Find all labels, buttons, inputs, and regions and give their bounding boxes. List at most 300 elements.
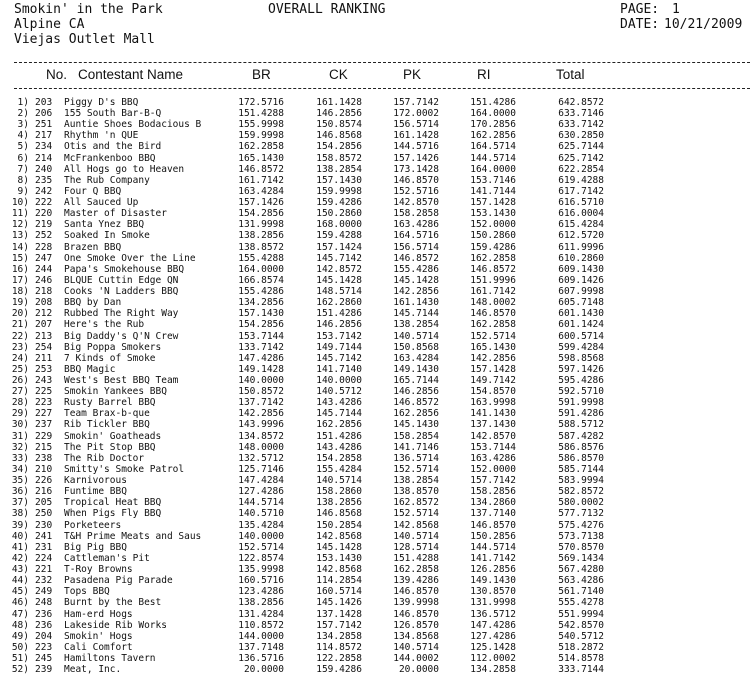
br-score-cell: 131.9998	[238, 219, 284, 231]
rank-cell: 41)	[11, 541, 29, 553]
entry-no-cell: 208	[35, 297, 53, 309]
ck-score-cell: 145.1428	[316, 274, 362, 286]
entry-no-cell: 244	[35, 263, 53, 275]
pk-score-cell: 149.1430	[393, 363, 439, 375]
pk-score-cell: 146.8570	[393, 608, 439, 620]
br-score-cell: 147.4284	[238, 475, 284, 487]
contestant-cell: All Sauced Up	[64, 197, 139, 209]
entry-no-cell: 236	[35, 619, 53, 631]
pk-score-cell: 144.5716	[393, 141, 439, 153]
rank-cell: 16)	[11, 263, 29, 275]
ck-score-cell: 140.5712	[316, 386, 362, 398]
total-score-cell: 518.2872	[558, 641, 604, 653]
br-score-cell: 136.5716	[238, 653, 284, 664]
ck-score-cell: 138.2854	[316, 163, 362, 175]
ck-score-cell: 114.2854	[316, 575, 362, 587]
pk-score-cell: 158.2858	[393, 208, 439, 220]
ri-score-cell: 154.8570	[470, 386, 516, 398]
ck-score-cell: 159.4286	[316, 664, 362, 676]
total-score-cell: 555.4278	[558, 597, 604, 609]
rank-cell: 3)	[17, 119, 29, 131]
total-score-cell: 583.9994	[558, 475, 604, 487]
br-score-cell: 150.8572	[238, 386, 284, 398]
ck-score-cell: 157.1430	[316, 174, 362, 186]
ck-score-cell: 143.4286	[316, 397, 362, 409]
ck-score-cell: 143.4286	[316, 441, 362, 453]
contestant-cell: Smitty's Smoke Patrol	[64, 463, 185, 475]
total-score-cell: 630.2850	[558, 130, 604, 142]
contestant-cell: McFrankenboo BBQ	[64, 152, 156, 164]
ri-score-cell: 149.1430	[470, 575, 516, 587]
total-score-cell: 609.1426	[558, 274, 604, 286]
rank-cell: 20)	[11, 308, 29, 320]
total-score-cell: 625.7144	[558, 141, 604, 153]
contestant-cell: Pasadena Pig Parade	[64, 575, 173, 587]
table-row	[0, 286, 750, 297]
ri-score-cell: 142.8570	[470, 430, 516, 442]
ri-score-cell: 141.7144	[470, 185, 516, 197]
pk-score-cell: 158.2854	[393, 430, 439, 442]
contestant-cell: The Rub Company	[64, 174, 150, 186]
ck-score-cell: 145.7142	[316, 352, 362, 364]
contestant-cell: One Smoke Over the Line	[64, 252, 196, 264]
ri-score-cell: 144.5714	[470, 541, 516, 553]
total-score-cell: 570.8570	[558, 541, 604, 553]
ck-score-cell: 141.7140	[316, 363, 362, 375]
contestant-cell: T&H Prime Meats and Saus	[64, 530, 202, 542]
rank-cell: 42)	[11, 552, 29, 564]
pk-score-cell: 141.7146	[393, 441, 439, 453]
table-row	[0, 620, 750, 631]
ck-score-cell: 146.8568	[316, 508, 362, 520]
rank-cell: 50)	[11, 641, 29, 653]
br-score-cell: 131.4284	[238, 608, 284, 620]
entry-no-cell: 221	[35, 564, 53, 576]
header-separator-bottom	[14, 88, 750, 89]
ck-score-cell: 157.1424	[316, 241, 362, 253]
pk-score-cell: 162.2856	[393, 408, 439, 420]
table-row	[0, 542, 750, 553]
contestant-cell: Rhythm 'n QUE	[64, 130, 139, 142]
ck-score-cell: 122.2858	[316, 653, 362, 664]
ck-score-cell: 150.8574	[316, 119, 362, 131]
entry-no-cell: 243	[35, 375, 53, 386]
rank-cell: 34)	[11, 463, 29, 475]
rank-cell: 21)	[11, 319, 29, 331]
entry-no-cell: 218	[35, 286, 53, 298]
ck-score-cell: 142.8568	[316, 530, 362, 542]
contestant-cell: All Hogs go to Heaven	[64, 163, 185, 175]
rank-cell: 8)	[17, 174, 29, 186]
entry-no-cell: 254	[35, 341, 53, 353]
pk-score-cell: 165.7144	[393, 375, 439, 386]
br-score-cell: 155.9998	[238, 119, 284, 131]
table-row	[0, 531, 750, 542]
ri-score-cell: 126.2856	[470, 564, 516, 576]
table-row	[0, 275, 750, 286]
table-row	[0, 153, 750, 164]
entry-no-cell: 247	[35, 252, 53, 264]
contestant-cell: Lakeside Rib Works	[64, 619, 167, 631]
br-score-cell: 133.7142	[238, 341, 284, 353]
pk-score-cell: 128.5714	[393, 541, 439, 553]
total-score-cell: 591.9998	[558, 397, 604, 409]
pk-score-cell: 164.5716	[393, 230, 439, 242]
ri-score-cell: 152.0000	[470, 219, 516, 231]
rank-cell: 7)	[17, 163, 29, 175]
contestant-cell: Smokin' Hogs	[64, 630, 133, 642]
pk-score-cell: 146.2856	[393, 386, 439, 398]
rank-cell: 25)	[11, 363, 29, 375]
table-row	[0, 319, 750, 330]
ri-score-cell: 148.0002	[470, 297, 516, 309]
rank-cell: 26)	[11, 375, 29, 386]
br-score-cell: 172.5716	[238, 97, 284, 108]
entry-no-cell: 228	[35, 241, 53, 253]
rank-cell: 18)	[11, 286, 29, 298]
contestant-cell: T-Roy Browns	[64, 564, 133, 576]
table-row	[0, 331, 750, 342]
rank-cell: 29)	[11, 408, 29, 420]
br-score-cell: 134.8572	[238, 430, 284, 442]
rank-cell: 38)	[11, 508, 29, 520]
contestant-cell: BBQ Magic	[64, 363, 116, 375]
column-header-pk: PK	[403, 67, 422, 82]
contestant-cell: Karnivorous	[64, 475, 127, 487]
ck-score-cell: 145.7142	[316, 252, 362, 264]
pk-score-cell: 140.5714	[393, 330, 439, 342]
entry-no-cell: 207	[35, 319, 53, 331]
pk-score-cell: 156.5714	[393, 119, 439, 131]
total-score-cell: 615.4284	[558, 219, 604, 231]
rank-cell: 1)	[17, 97, 29, 108]
pk-score-cell: 142.8570	[393, 197, 439, 209]
column-header-contestant: Contestant Name	[78, 67, 184, 82]
ri-score-cell: 150.2856	[470, 530, 516, 542]
entry-no-cell: 206	[35, 108, 53, 120]
ck-score-cell: 114.8572	[316, 641, 362, 653]
table-row	[0, 141, 750, 152]
br-score-cell: 137.7142	[238, 397, 284, 409]
table-row	[0, 164, 750, 175]
rank-cell: 32)	[11, 441, 29, 453]
contestant-cell: Rubbed The Right Way	[64, 308, 179, 320]
pk-score-cell: 140.5714	[393, 530, 439, 542]
ck-score-cell: 162.2856	[316, 419, 362, 431]
table-row	[0, 197, 750, 208]
contestant-cell: Big Pig BBQ	[64, 541, 127, 553]
ri-score-cell: 152.5714	[470, 330, 516, 342]
rank-cell: 36)	[11, 486, 29, 498]
total-score-cell: 575.4276	[558, 519, 604, 531]
entry-no-cell: 253	[35, 363, 53, 375]
total-score-cell: 600.5714	[558, 330, 604, 342]
ri-score-cell: 163.9998	[470, 397, 516, 409]
entry-no-cell: 227	[35, 408, 53, 420]
contestant-cell: Hamiltons Tavern	[64, 653, 156, 664]
rank-cell: 43)	[11, 564, 29, 576]
table-row	[0, 475, 750, 486]
ri-score-cell: 151.9996	[470, 274, 516, 286]
ck-score-cell: 153.7142	[316, 330, 362, 342]
total-score-cell: 622.2854	[558, 163, 604, 175]
rank-cell: 13)	[11, 230, 29, 242]
total-score-cell: 542.8570	[558, 619, 604, 631]
pk-score-cell: 152.5714	[393, 508, 439, 520]
total-score-cell: 540.5712	[558, 630, 604, 642]
column-header-ri: RI	[477, 67, 491, 82]
entry-no-cell: 222	[35, 197, 53, 209]
ri-score-cell: 162.2858	[470, 319, 516, 331]
contestant-cell: BLQUE Cuttin Edge QN	[64, 274, 179, 286]
table-row	[0, 108, 750, 119]
entry-no-cell: 229	[35, 430, 53, 442]
entry-no-cell: 252	[35, 230, 53, 242]
rank-cell: 4)	[17, 130, 29, 142]
rank-cell: 27)	[11, 386, 29, 398]
pk-score-cell: 146.8572	[393, 397, 439, 409]
ck-score-cell: 151.4286	[316, 430, 362, 442]
br-score-cell: 138.2856	[238, 597, 284, 609]
date-label: DATE:	[620, 17, 660, 32]
pk-score-cell: 146.8572	[393, 252, 439, 264]
contestant-cell: Here's the Rub	[64, 319, 145, 331]
table-row	[0, 364, 750, 375]
rank-cell: 10)	[11, 197, 29, 209]
entry-no-cell: 230	[35, 519, 53, 531]
br-score-cell: 157.1430	[238, 308, 284, 320]
table-row	[0, 575, 750, 586]
column-header-no: No.	[46, 67, 68, 82]
event-name: Smokin' in the Park	[14, 2, 163, 17]
ck-score-cell: 157.7142	[316, 619, 362, 631]
entry-no-cell: 220	[35, 208, 53, 220]
table-row	[0, 308, 750, 319]
total-score-cell: 612.5720	[558, 230, 604, 242]
entry-no-cell: 249	[35, 586, 53, 598]
entry-no-cell: 216	[35, 486, 53, 498]
rank-cell: 31)	[11, 430, 29, 442]
br-score-cell: 155.4286	[238, 286, 284, 298]
ri-score-cell: 149.7142	[470, 375, 516, 386]
pk-score-cell: 152.5714	[393, 463, 439, 475]
entry-no-cell: 238	[35, 452, 53, 464]
br-score-cell: 127.4286	[238, 486, 284, 498]
event-city: Alpine CA	[14, 17, 85, 32]
entry-no-cell: 212	[35, 308, 53, 320]
br-score-cell: 162.2858	[238, 141, 284, 153]
contestant-cell: BBQ by Dan	[64, 297, 122, 309]
ck-score-cell: 138.2856	[316, 497, 362, 509]
br-score-cell: 110.8572	[238, 619, 284, 631]
ri-score-cell: 165.1430	[470, 341, 516, 353]
pk-score-cell: 136.5714	[393, 452, 439, 464]
pk-score-cell: 145.7144	[393, 308, 439, 320]
ri-score-cell: 164.0000	[470, 108, 516, 120]
contestant-cell: West's Best BBQ Team	[64, 375, 179, 386]
br-score-cell: 164.0000	[238, 263, 284, 275]
contestant-cell: Cooks 'N Ladders BBQ	[64, 286, 179, 298]
entry-no-cell: 248	[35, 597, 53, 609]
ri-score-cell: 157.1428	[470, 363, 516, 375]
ck-score-cell: 159.4286	[316, 197, 362, 209]
total-score-cell: 601.1430	[558, 308, 604, 320]
ri-score-cell: 153.7146	[470, 174, 516, 186]
event-venue: Viejas Outlet Mall	[14, 32, 155, 47]
table-row	[0, 520, 750, 531]
total-score-cell: 619.4288	[558, 174, 604, 186]
entry-no-cell: 210	[35, 463, 53, 475]
table-row	[0, 242, 750, 253]
pk-score-cell: 142.8568	[393, 519, 439, 531]
ri-score-cell: 153.7144	[470, 441, 516, 453]
total-score-cell: 567.4280	[558, 564, 604, 576]
table-row	[0, 119, 750, 130]
ck-score-cell: 155.4284	[316, 463, 362, 475]
report-date: 10/21/2009	[664, 17, 743, 32]
br-score-cell: 152.5714	[238, 541, 284, 553]
table-row	[0, 664, 750, 675]
entry-no-cell: 205	[35, 497, 53, 509]
br-score-cell: 123.4286	[238, 586, 284, 598]
entry-no-cell: 235	[35, 174, 53, 186]
ri-score-cell: 136.5712	[470, 608, 516, 620]
entry-no-cell: 246	[35, 274, 53, 286]
total-score-cell: 598.8568	[558, 352, 604, 364]
entry-no-cell: 234	[35, 141, 53, 153]
total-score-cell: 563.4286	[558, 575, 604, 587]
ck-score-cell: 137.1428	[316, 608, 362, 620]
contestant-cell: Smokin' Goatheads	[64, 430, 162, 442]
ri-score-cell: 157.7142	[470, 475, 516, 487]
header-separator-top	[14, 62, 750, 63]
contestant-cell: Funtime BBQ	[64, 486, 127, 498]
br-score-cell: 160.5716	[238, 575, 284, 587]
ri-score-cell: 150.2860	[470, 230, 516, 242]
total-score-cell: 611.9996	[558, 241, 604, 253]
br-score-cell: 144.5714	[238, 497, 284, 509]
ck-score-cell: 146.2856	[316, 319, 362, 331]
rank-cell: 45)	[11, 586, 29, 598]
pk-score-cell: 162.8572	[393, 497, 439, 509]
entry-no-cell: 251	[35, 119, 53, 131]
rank-cell: 23)	[11, 341, 29, 353]
ri-score-cell: 151.4286	[470, 97, 516, 108]
entry-no-cell: 241	[35, 530, 53, 542]
pk-score-cell: 173.1428	[393, 163, 439, 175]
rank-cell: 19)	[11, 297, 29, 309]
total-score-cell: 595.4286	[558, 375, 604, 386]
rank-cell: 30)	[11, 419, 29, 431]
br-score-cell: 140.0000	[238, 375, 284, 386]
ck-score-cell: 149.7144	[316, 341, 362, 353]
contestant-cell: 155 South Bar-B-Q	[64, 108, 162, 120]
pk-score-cell: 161.1430	[393, 297, 439, 309]
ri-score-cell: 131.9998	[470, 597, 516, 609]
table-row	[0, 464, 750, 475]
entry-no-cell: 219	[35, 219, 53, 231]
total-score-cell: 617.7142	[558, 185, 604, 197]
contestant-cell: Big Poppa Smokers	[64, 341, 162, 353]
rank-cell: 22)	[11, 330, 29, 342]
pk-score-cell: 163.4284	[393, 352, 439, 364]
table-row	[0, 130, 750, 141]
table-row	[0, 442, 750, 453]
ri-score-cell: 134.2858	[470, 664, 516, 676]
rank-cell: 52)	[11, 664, 29, 676]
table-row	[0, 342, 750, 353]
entry-no-cell: 245	[35, 653, 53, 664]
page-number: 1	[672, 2, 680, 17]
table-row	[0, 230, 750, 241]
rank-cell: 15)	[11, 252, 29, 264]
table-row	[0, 353, 750, 364]
ri-score-cell: 125.1428	[470, 641, 516, 653]
ri-score-cell: 141.1430	[470, 408, 516, 420]
br-score-cell: 149.1428	[238, 363, 284, 375]
entry-no-cell: 226	[35, 475, 53, 487]
rank-cell: 49)	[11, 630, 29, 642]
entry-no-cell: 239	[35, 664, 53, 676]
table-row	[0, 497, 750, 508]
contestant-cell: Rib Tickler BBQ	[64, 419, 150, 431]
rank-cell: 37)	[11, 497, 29, 509]
total-score-cell: 514.8578	[558, 653, 604, 664]
ri-score-cell: 146.8570	[470, 519, 516, 531]
total-score-cell: 585.7144	[558, 463, 604, 475]
contestant-cell: When Pigs Fly BBQ	[64, 508, 162, 520]
entry-no-cell: 217	[35, 130, 53, 142]
ck-score-cell: 161.1428	[316, 97, 362, 108]
table-row	[0, 586, 750, 597]
entry-no-cell: 211	[35, 352, 53, 364]
entry-no-cell: 232	[35, 575, 53, 587]
entry-no-cell: 237	[35, 419, 53, 431]
br-score-cell: 143.9996	[238, 419, 284, 431]
rank-cell: 9)	[17, 185, 29, 197]
ri-score-cell: 158.2856	[470, 486, 516, 498]
pk-score-cell: 139.9998	[393, 597, 439, 609]
br-score-cell: 134.2856	[238, 297, 284, 309]
ck-score-cell: 160.5714	[316, 586, 362, 598]
ri-score-cell: 159.4286	[470, 241, 516, 253]
br-score-cell: 138.2856	[238, 230, 284, 242]
br-score-cell: 132.5712	[238, 452, 284, 464]
entry-no-cell: 214	[35, 152, 53, 164]
table-row	[0, 175, 750, 186]
contestant-cell: Master of Disaster	[64, 208, 167, 220]
br-score-cell: 138.8572	[238, 241, 284, 253]
contestant-cell: Four Q BBQ	[64, 185, 122, 197]
ck-score-cell: 134.2858	[316, 630, 362, 642]
rank-cell: 11)	[11, 208, 29, 220]
pk-score-cell: 145.1430	[393, 419, 439, 431]
br-score-cell: 166.8574	[238, 274, 284, 286]
page-label: PAGE:	[620, 2, 660, 17]
table-row	[0, 609, 750, 620]
contestant-cell: Rusty Barrel BBQ	[64, 397, 156, 409]
total-score-cell: 605.7148	[558, 297, 604, 309]
ck-score-cell: 168.0000	[316, 219, 362, 231]
pk-score-cell: 140.5714	[393, 641, 439, 653]
contestant-cell: Otis and the Bird	[64, 141, 162, 153]
total-score-cell: 551.9994	[558, 608, 604, 620]
pk-score-cell: 138.8570	[393, 486, 439, 498]
contestant-cell: 7 Kinds of Smoke	[64, 352, 156, 364]
br-score-cell: 148.0000	[238, 441, 284, 453]
table-row	[0, 553, 750, 564]
entry-no-cell: 203	[35, 97, 53, 108]
